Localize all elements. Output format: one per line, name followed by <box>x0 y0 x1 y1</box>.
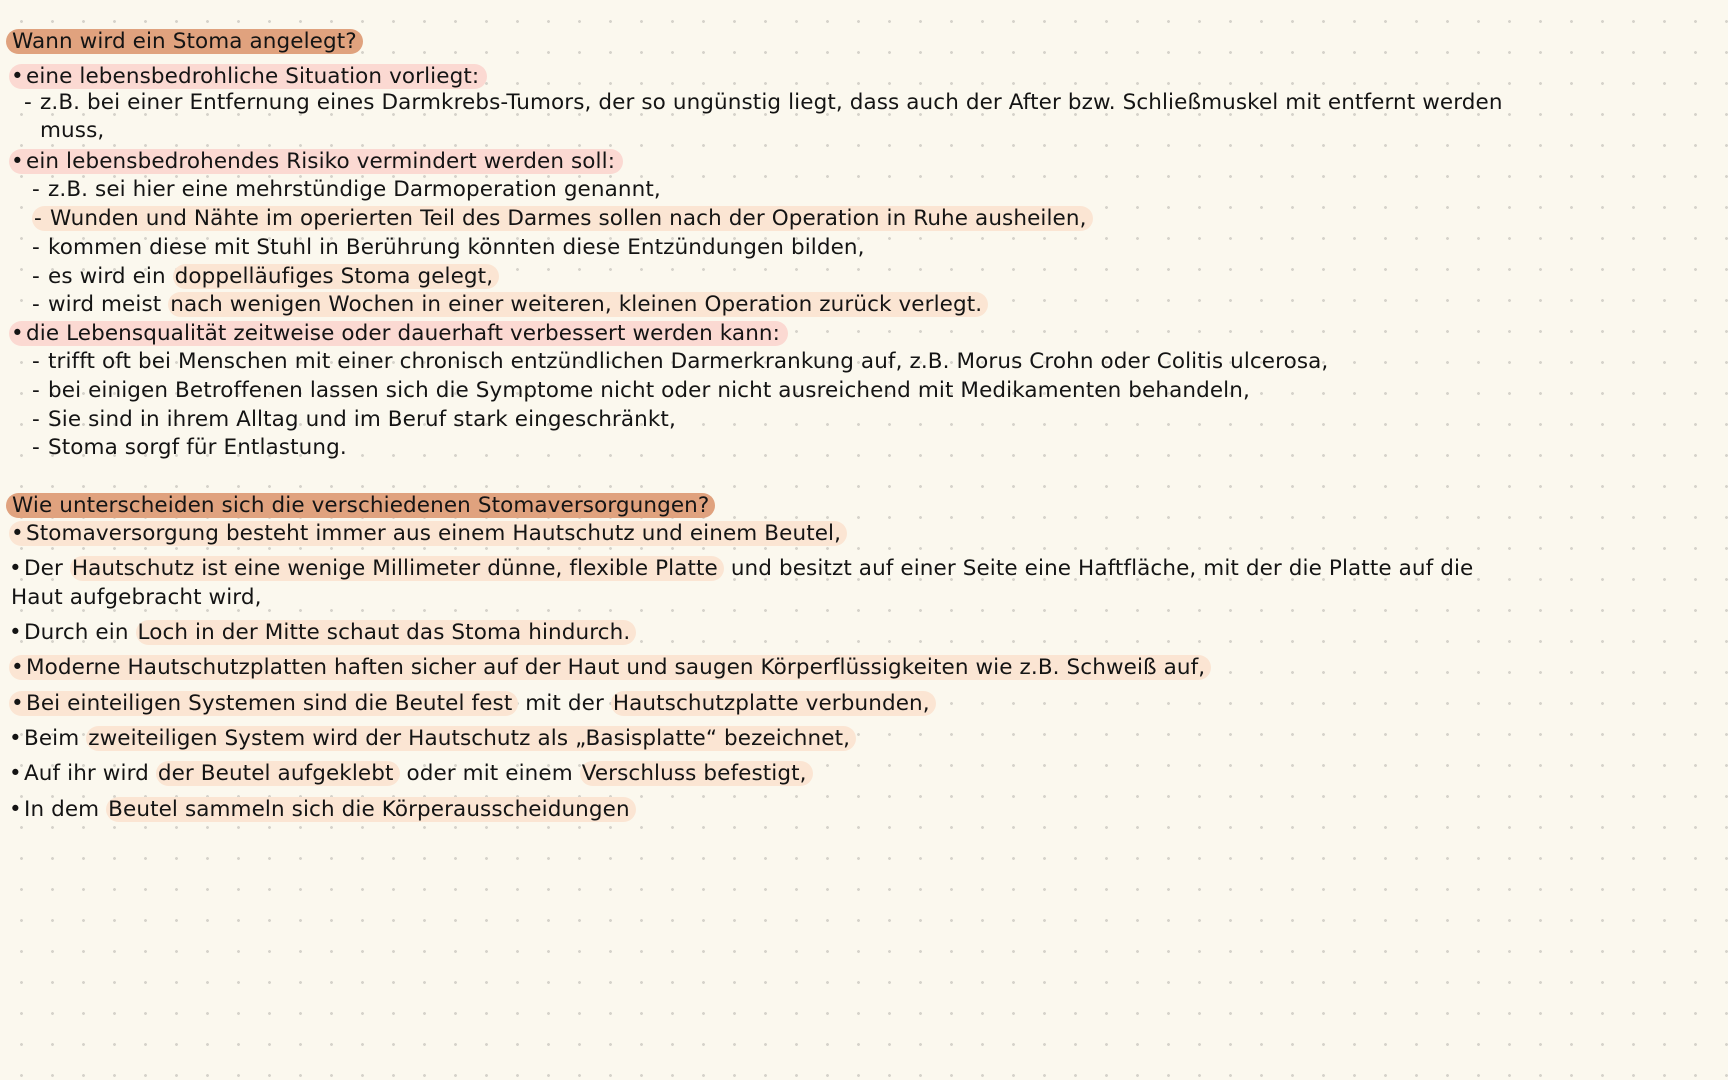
point3-sub1-line <box>32 347 1328 377</box>
bullet-icon: • <box>9 761 22 786</box>
s2-item4: Moderne Hautschutzplatten haften sicher auf der Haut und saugen Körperflüssigkeiten wie z.B. Schweiß auf, <box>26 655 1206 680</box>
point1-sub1-line <box>24 88 1503 118</box>
point1-sub1: z.B. bei einer Entfernung eines Darmkrebs-Tumors, der so ungünstig liegt, dass auch der After bzw. Schließmuskel mit entfernt werden <box>40 90 1503 115</box>
s2-item6-a: Beim <box>24 726 80 751</box>
dash-icon: - <box>32 177 40 202</box>
bullet-icon: • <box>9 726 22 751</box>
s2-item2-c: und besitzt auf einer Seite eine Haftfläche, mit der die Platte auf die <box>730 556 1474 581</box>
point2-title: ein lebensbedrohendes Risiko vermindert werden soll: <box>26 149 616 174</box>
dash-icon: - <box>32 292 40 317</box>
bullet-icon: • <box>9 797 22 822</box>
point3-sub3: Sie sind in ihrem Alltag und im Beruf stark eingeschränkt, <box>48 407 676 432</box>
s2-item6-b: zweiteiligen System wird der Hautschutz als „Basisplatte“ bezeichnet, <box>86 726 856 751</box>
s2-item3-line <box>9 618 636 648</box>
s2-item7-line <box>9 759 813 789</box>
dash-icon: - <box>34 206 42 231</box>
dash-icon: - <box>32 235 40 260</box>
point2-sub4-a: es wird ein <box>48 264 166 289</box>
s2-item2-cont: Haut aufgebracht wird, <box>11 585 262 610</box>
bullet-icon: • <box>11 691 24 716</box>
point1-sub1-cont: muss, <box>40 118 105 143</box>
point2-sub3: kommen diese mit Stuhl in Berührung könnten diese Entzündungen bilden, <box>48 235 865 260</box>
s2-item7-c: oder mit einem <box>406 761 573 786</box>
s2-item8-b: Beutel sammeln sich die Körperausscheidungen <box>106 797 636 822</box>
s2-item1-line <box>9 519 847 549</box>
s2-item5-c: Hautschutzplatte verbunden, <box>611 691 936 716</box>
dash-icon: - <box>32 378 40 403</box>
bullet-icon: • <box>11 149 24 174</box>
s2-item5-a: Bei einteiligen Systemen sind die Beutel fest <box>26 691 513 716</box>
section2-heading: Wie unterscheiden sich die verschiedenen Stomaversorgungen? <box>6 493 715 518</box>
point2-sub2: Wunden und Nähte im operierten Teil des Darmes sollen nach der Operation in Ruhe ausheilen, <box>50 206 1087 231</box>
section1-heading: Wann wird ein Stoma angelegt? <box>6 29 363 54</box>
s2-item3-b: Loch in der Mitte schaut das Stoma hindurch. <box>136 620 637 645</box>
point2-sub5-b: nach wenigen Wochen in einer weiteren, kleinen Operation zurück verlegt. <box>168 292 988 317</box>
dash-icon: - <box>32 264 40 289</box>
s2-item1: Stomaversorgung besteht immer aus einem Hautschutz und einem Beutel, <box>26 521 842 546</box>
dash-icon: - <box>24 90 32 115</box>
s2-item2-b: Hautschutz ist eine wenige Millimeter dünne, flexible Platte <box>70 556 724 581</box>
section1-heading-line <box>6 27 363 57</box>
s2-item5-line <box>9 689 936 719</box>
bullet-icon: • <box>11 655 24 680</box>
point2-sub2-line <box>32 204 1093 234</box>
point2-sub4-b: doppelläufiges Stoma gelegt, <box>173 264 500 289</box>
point3-sub4: Stoma sorgf für Entlastung. <box>48 435 347 460</box>
s2-item7-b: der Beutel aufgeklebt <box>156 761 400 786</box>
point2-line <box>9 147 623 177</box>
point1-title: eine lebensbedrohliche Situation vorliegt: <box>26 64 480 89</box>
s2-item5-b: mit der <box>525 691 604 716</box>
s2-item7-d: Verschluss befestigt, <box>580 761 813 786</box>
dash-icon: - <box>32 349 40 374</box>
point2-sub1-line <box>32 175 661 205</box>
point1-sub1-cont-line <box>40 116 104 146</box>
s2-item2-cont-line <box>11 583 262 613</box>
point3-sub2: bei einigen Betroffenen lassen sich die Symptome nicht oder nicht ausreichend mit Medikamenten behandeln, <box>48 378 1250 403</box>
s2-item7-a: Auf ihr wird <box>24 761 149 786</box>
point2-sub1: z.B. sei hier eine mehrstündige Darmoperation genannt, <box>48 177 661 202</box>
point2-sub5-a: wird meist <box>48 292 162 317</box>
point3-sub3-line <box>32 405 676 435</box>
s2-item2-line <box>9 554 1473 584</box>
bullet-icon: • <box>11 64 24 89</box>
section2-heading-line <box>6 491 715 521</box>
point2-sub3-line <box>32 233 865 263</box>
s2-item8-line <box>9 795 636 825</box>
point2-sub4-line <box>32 262 499 292</box>
bullet-icon: • <box>11 521 24 546</box>
s2-item4-line <box>9 653 1211 683</box>
s2-item8-a: In dem <box>24 797 100 822</box>
point3-sub2-line <box>32 376 1250 406</box>
point3-line <box>9 319 788 349</box>
dash-icon: - <box>32 435 40 460</box>
point3-sub4-line <box>32 433 347 463</box>
bullet-icon: • <box>9 556 22 581</box>
s2-item2-a: Der <box>24 556 63 581</box>
s2-item3-a: Durch ein <box>24 620 129 645</box>
point3-title: die Lebensqualität zeitweise oder dauerhaft verbessert werden kann: <box>26 321 780 346</box>
bullet-icon: • <box>9 620 22 645</box>
point2-sub5-line <box>32 290 988 320</box>
bullet-icon: • <box>11 321 24 346</box>
dash-icon: - <box>32 407 40 432</box>
point3-sub1: trifft oft bei Menschen mit einer chronisch entzündlichen Darmerkrankung auf, z.B. Morus Crohn oder Colitis ulcerosa, <box>48 349 1329 374</box>
s2-item6-line <box>9 724 856 754</box>
